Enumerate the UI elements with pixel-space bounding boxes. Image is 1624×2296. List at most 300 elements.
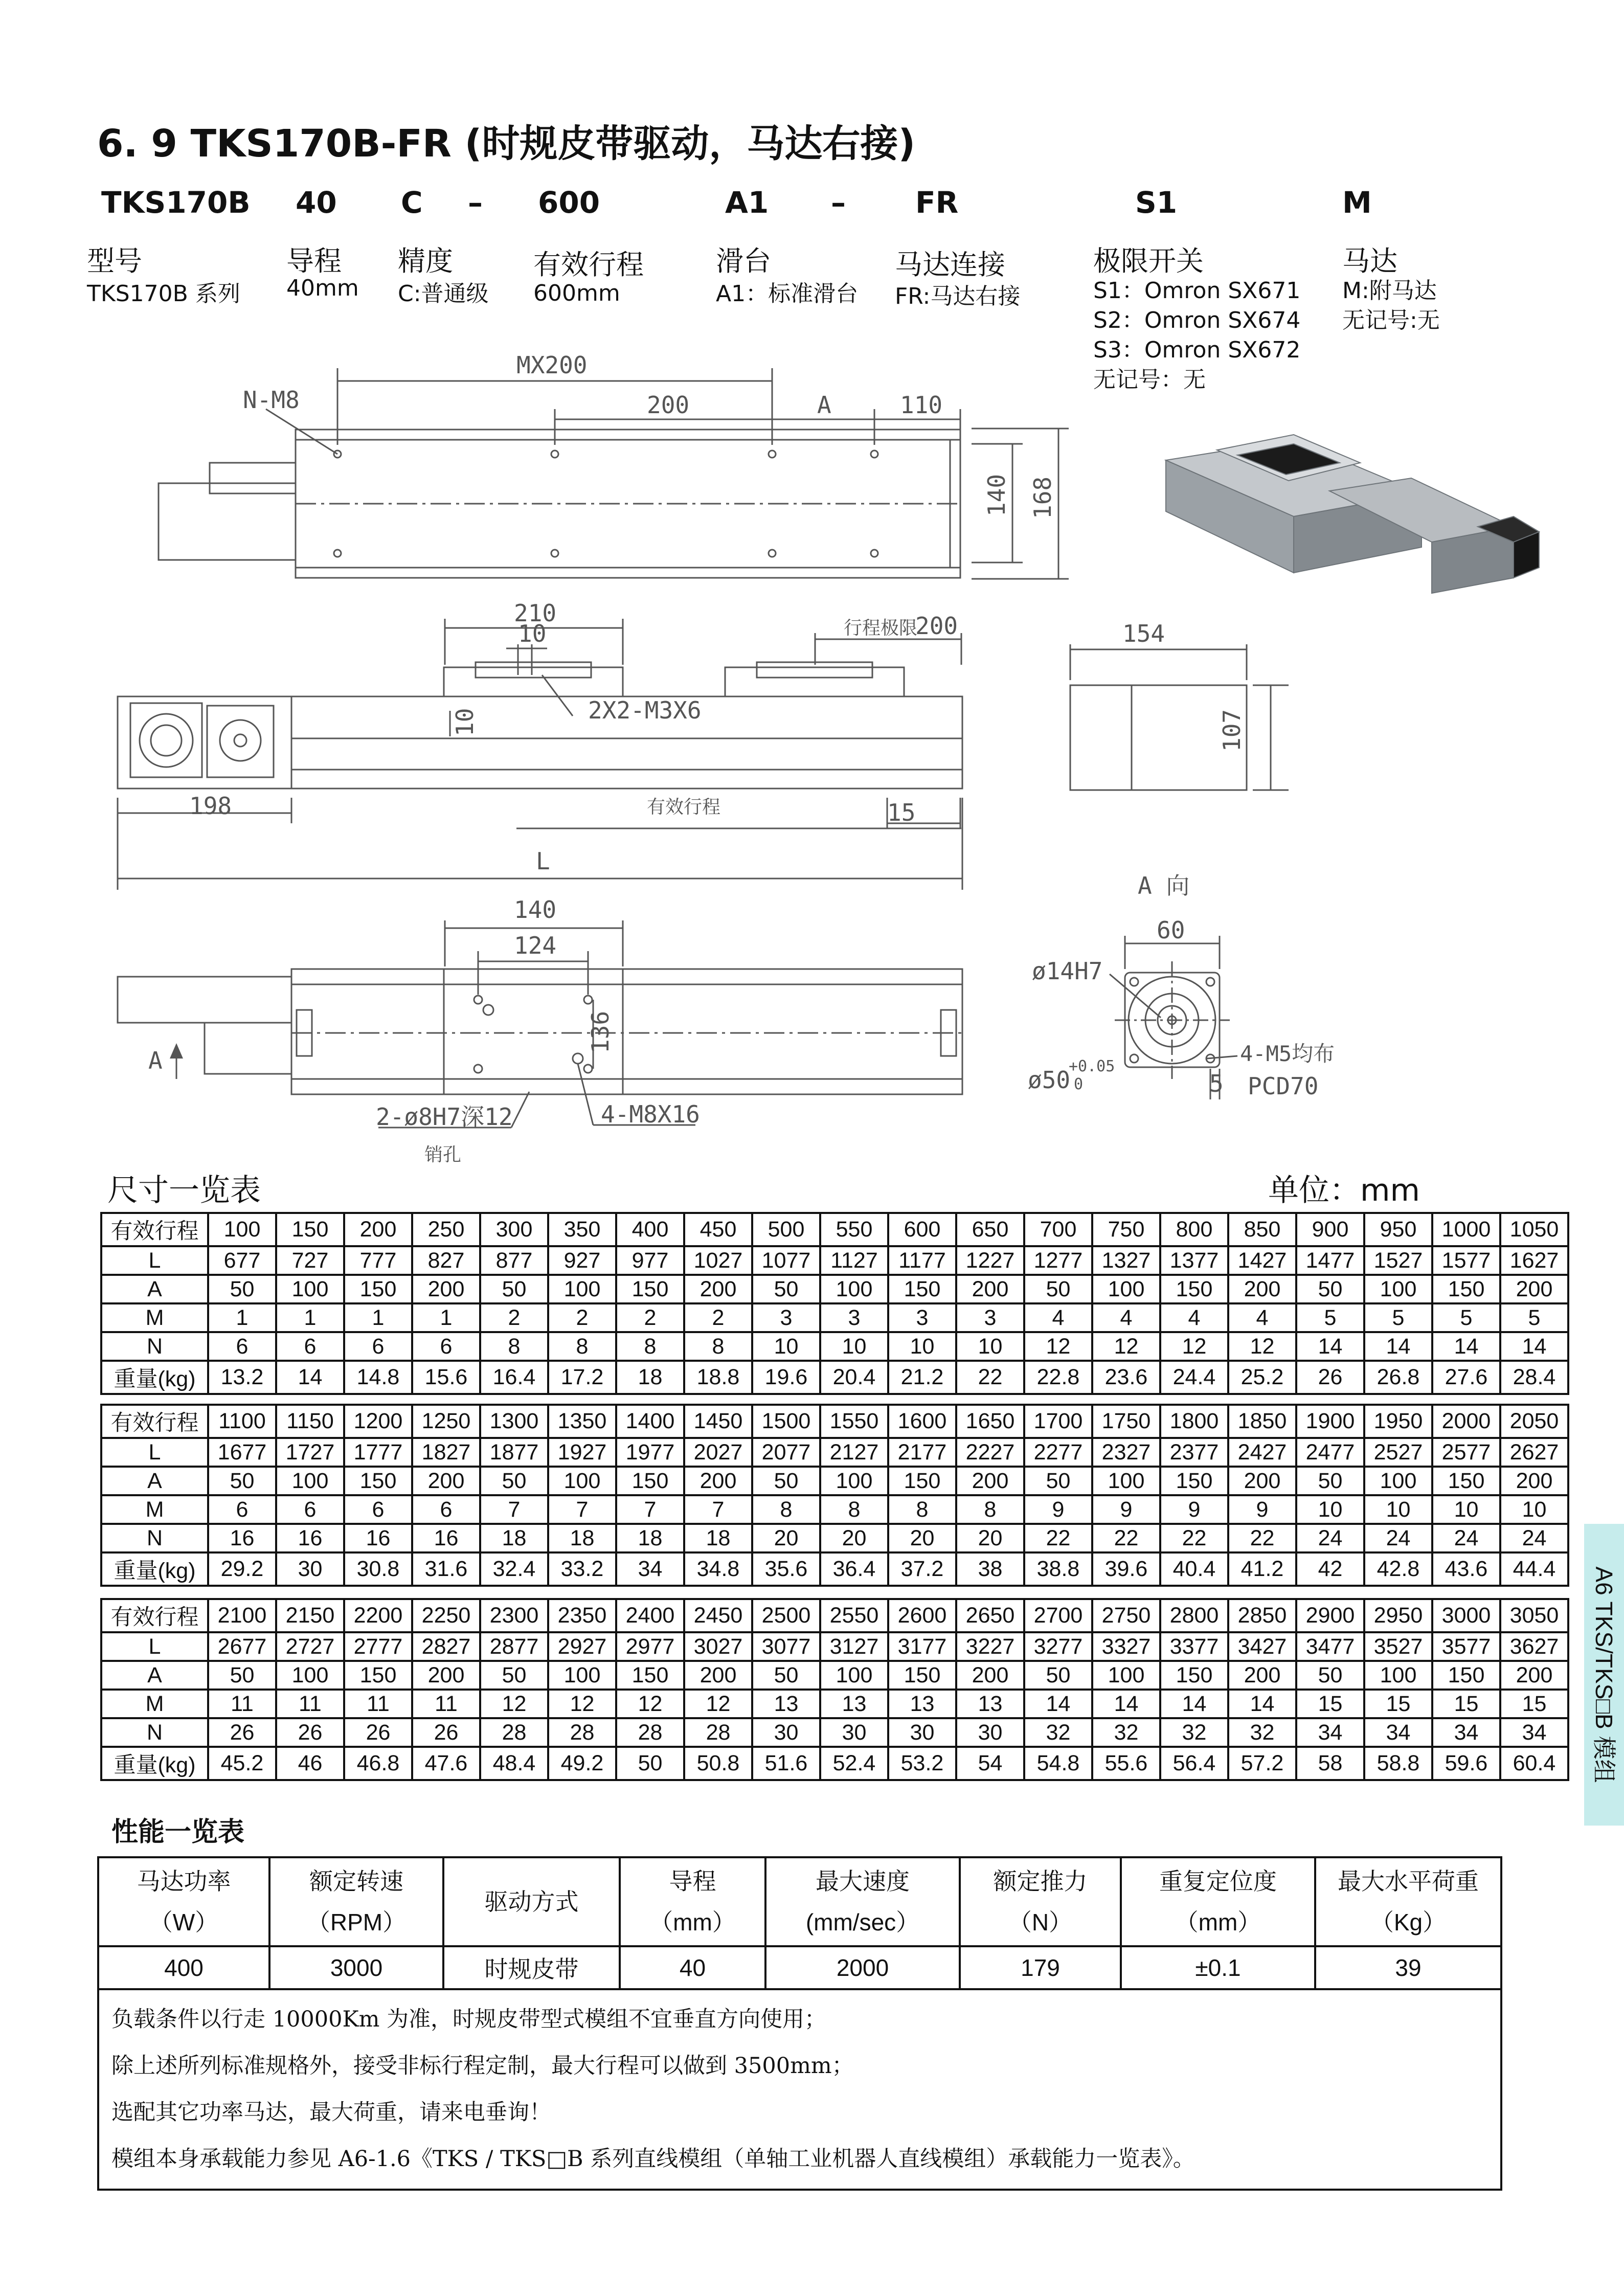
dim-cell: 35.6 — [752, 1552, 820, 1586]
dim-cell: 150 — [1160, 1275, 1228, 1303]
dim-cell: 14 — [1500, 1332, 1568, 1361]
dim-cell: 150 — [616, 1661, 684, 1690]
perf-header-cell — [620, 1857, 765, 1946]
dim-cell: 9 — [1024, 1495, 1092, 1524]
dim-cell: 14 — [1432, 1332, 1500, 1361]
dim-cell: 2900 — [1296, 1599, 1364, 1632]
view-a-arrow — [170, 1043, 183, 1059]
dim-cell: 1050 — [1500, 1213, 1568, 1246]
perf-header-line2: （W） — [149, 1909, 219, 1935]
dim-row-header: M — [101, 1690, 208, 1718]
dim-cell: 22 — [1160, 1524, 1228, 1552]
dim-cell: 2877 — [480, 1632, 548, 1661]
perf-header-line1: 最大速度 — [816, 1868, 910, 1895]
dim-cell: 1027 — [684, 1246, 752, 1275]
side-view — [1070, 644, 1289, 790]
dim-cell: 200 — [684, 1275, 752, 1303]
dim-cell: 2800 — [1160, 1599, 1228, 1632]
dim-cell: 48.4 — [480, 1747, 548, 1780]
label-210: 210 — [514, 599, 557, 627]
dim-cell: 1377 — [1160, 1246, 1228, 1275]
dim-cell: 50 — [480, 1275, 548, 1303]
dim-cell: 150 — [276, 1213, 344, 1246]
dim-cell: 2077 — [752, 1438, 820, 1467]
dim-row — [101, 1495, 1568, 1524]
dim-cell: 200 — [412, 1275, 480, 1303]
dim-cell: 50 — [1024, 1275, 1092, 1303]
dim-cell: 32 — [1228, 1718, 1296, 1747]
label-a: A — [817, 391, 831, 419]
dim-cell: 4 — [1092, 1303, 1160, 1332]
dim-cell: 42 — [1296, 1552, 1364, 1586]
dim-cell: 4 — [1024, 1303, 1092, 1332]
label-10: 10 — [518, 620, 547, 647]
dim-cell: 31.6 — [412, 1552, 480, 1586]
legend-stroke-desc: 600mm — [533, 280, 620, 306]
dim-row — [101, 1552, 1568, 1586]
dim-cell: 1600 — [888, 1405, 956, 1438]
dim-cell: 3627 — [1500, 1632, 1568, 1661]
dim-cell: 20 — [956, 1524, 1024, 1552]
dim-cell: 32 — [1160, 1718, 1228, 1747]
dim-cell: 2150 — [276, 1599, 344, 1632]
dim-cell: 10 — [956, 1332, 1024, 1361]
dim-cell: 28 — [548, 1718, 616, 1747]
legend-series-label: 型号 — [87, 245, 142, 277]
dim-cell: 50 — [752, 1661, 820, 1690]
dim-cell: 50 — [1296, 1275, 1364, 1303]
dim-cell: 150 — [344, 1661, 412, 1690]
dim-cell: 38.8 — [1024, 1552, 1092, 1586]
code-series: TKS170B — [101, 185, 251, 220]
perf-header-line2: （N） — [1008, 1909, 1073, 1935]
dim-row-header: A — [101, 1467, 208, 1495]
dim-cell: 2050 — [1500, 1405, 1568, 1438]
dim-cell: 36.4 — [820, 1552, 888, 1586]
dim-cell: 100 — [1364, 1661, 1432, 1690]
dim-cell: 4 — [1228, 1303, 1296, 1332]
dim-row — [101, 1661, 1568, 1690]
dim-cell: 26 — [412, 1718, 480, 1747]
legend-lead-label: 导程 — [286, 245, 342, 277]
dim-row-header: 重量(kg) — [101, 1361, 208, 1394]
dim-cell: 3127 — [820, 1632, 888, 1661]
dim-cell: 14 — [1160, 1690, 1228, 1718]
dim-cell: 46 — [276, 1747, 344, 1780]
dim-cell: 17.2 — [548, 1361, 616, 1394]
dim-cell: 12 — [1228, 1332, 1296, 1361]
dim-cell: 50 — [1296, 1467, 1364, 1495]
dim-row-header: 重量(kg) — [101, 1747, 208, 1780]
dim-cell: 5 — [1500, 1303, 1568, 1332]
dim-cell: 24 — [1432, 1524, 1500, 1552]
dim-cell: 1400 — [616, 1405, 684, 1438]
dim-cell: 250 — [412, 1213, 480, 1246]
dim-cell: 6 — [412, 1495, 480, 1524]
perf-header-line1: 额定推力 — [993, 1868, 1088, 1895]
dim-cell: 100 — [820, 1275, 888, 1303]
label-tol-dn: 0 — [1074, 1075, 1084, 1093]
dim-cell: 54.8 — [1024, 1747, 1092, 1780]
dim-cell: 1250 — [412, 1405, 480, 1438]
perf-header-line1: 额定转速 — [309, 1868, 403, 1895]
dim-row-header: 有效行程 — [101, 1213, 208, 1246]
dim-cell: 51.6 — [752, 1747, 820, 1780]
dim-cell: 3 — [956, 1303, 1024, 1332]
dim-cell: 200 — [1500, 1467, 1568, 1495]
dim-cell: 37.2 — [888, 1552, 956, 1586]
dim-cell: 14 — [1092, 1690, 1160, 1718]
dim-cell: 2350 — [548, 1599, 616, 1632]
dim-cell: 1 — [276, 1303, 344, 1332]
dim-cell: 18 — [684, 1524, 752, 1552]
dim-cell: 11 — [344, 1690, 412, 1718]
dim-cell: 22 — [1092, 1524, 1160, 1552]
legend-limit-s3: S3：Omron SX672 — [1093, 337, 1301, 363]
dim-cell: 2300 — [480, 1599, 548, 1632]
dim-cell: 750 — [1092, 1213, 1160, 1246]
perf-value-cell: 40 — [620, 1946, 765, 1989]
dim-row-header: L — [101, 1246, 208, 1275]
dim-cell: 30 — [820, 1718, 888, 1747]
dim-cell: 2477 — [1296, 1438, 1364, 1467]
legend-precision-desc: C:普通级 — [398, 281, 489, 307]
dim-cell: 16 — [412, 1524, 480, 1552]
dim-row — [101, 1332, 1568, 1361]
dim-cell: 58 — [1296, 1747, 1364, 1780]
perf-header-cell — [765, 1857, 960, 1946]
dim-cell: 27.6 — [1432, 1361, 1500, 1394]
perf-title: 性能一览表 — [111, 1817, 245, 1848]
perf-header-cell — [960, 1857, 1121, 1946]
dim-cell: 11 — [208, 1690, 276, 1718]
dim-table-1 — [100, 1212, 1569, 1395]
product-3d-image — [1166, 435, 1539, 593]
dim-cell: 22 — [1024, 1524, 1092, 1552]
dim-cell: 1927 — [548, 1438, 616, 1467]
perf-header-line1: 最大水平荷重 — [1338, 1868, 1479, 1895]
dim-row-header: M — [101, 1303, 208, 1332]
dim-cell: 60.4 — [1500, 1747, 1568, 1780]
code-dash-1: – — [468, 185, 483, 220]
dim-cell: 1800 — [1160, 1405, 1228, 1438]
dim-cell: 100 — [1092, 1275, 1160, 1303]
perf-value-cell: 3000 — [269, 1946, 443, 1989]
dim-cell: 10 — [1296, 1495, 1364, 1524]
dim-cell: 2777 — [344, 1632, 412, 1661]
dim-cell: 24.4 — [1160, 1361, 1228, 1394]
dim-cell: 2677 — [208, 1632, 276, 1661]
dim-cell: 19.6 — [752, 1361, 820, 1394]
label-n-m8: N-M8 — [243, 386, 300, 414]
dim-row — [101, 1690, 1568, 1718]
dim-cell: 1550 — [820, 1405, 888, 1438]
dim-cell: 18 — [616, 1361, 684, 1394]
dim-cell: 1727 — [276, 1438, 344, 1467]
dim-cell: 350 — [548, 1213, 616, 1246]
label-stroke-limit: 行程极限 — [844, 618, 918, 639]
perf-table — [97, 1856, 1502, 2191]
dim-cell: 2427 — [1228, 1438, 1296, 1467]
dim-cell: 50 — [1024, 1467, 1092, 1495]
dim-cell: 900 — [1296, 1213, 1364, 1246]
dim-row — [101, 1718, 1568, 1747]
dim-row-header: 有效行程 — [101, 1405, 208, 1438]
dim-cell: 1877 — [480, 1438, 548, 1467]
dim-cell: 1300 — [480, 1405, 548, 1438]
dim-cell: 30 — [276, 1552, 344, 1586]
dim-cell: 1177 — [888, 1246, 956, 1275]
dim-cell: 2600 — [888, 1599, 956, 1632]
dim-cell: 2 — [480, 1303, 548, 1332]
dim-cell: 24 — [1500, 1524, 1568, 1552]
dim-cell: 1900 — [1296, 1405, 1364, 1438]
label-200b: 200 — [915, 612, 958, 640]
dim-cell: 2027 — [684, 1438, 752, 1467]
dim-cell: 1700 — [1024, 1405, 1092, 1438]
code-stroke: 600 — [538, 185, 600, 220]
dim-cell: 727 — [276, 1246, 344, 1275]
dim-row — [101, 1246, 1568, 1275]
dim-cell: 10 — [1364, 1495, 1432, 1524]
dim-row — [101, 1747, 1568, 1780]
dim-cell: 1850 — [1228, 1405, 1296, 1438]
dim-row — [101, 1275, 1568, 1303]
dim-cell: 200 — [1500, 1275, 1568, 1303]
dim-cell: 20.4 — [820, 1361, 888, 1394]
dim-cell: 58.8 — [1364, 1747, 1432, 1780]
label-tol-up: +0.05 — [1069, 1057, 1115, 1075]
dim-cell: 32 — [1024, 1718, 1092, 1747]
dim-cell: 100 — [276, 1661, 344, 1690]
label-pin: 2-ø8H7深12 — [376, 1103, 513, 1131]
dim-cell: 1750 — [1092, 1405, 1160, 1438]
dim-row — [101, 1405, 1568, 1438]
perf-header-line1: 重复定位度 — [1159, 1868, 1277, 1895]
dim-cell: 300 — [480, 1213, 548, 1246]
dim-cell: 12 — [616, 1690, 684, 1718]
perf-header-cell — [269, 1857, 443, 1946]
dim-cell: 12 — [1160, 1332, 1228, 1361]
perf-header-cell — [1315, 1857, 1501, 1946]
legend-limit-label: 极限开关 — [1093, 245, 1204, 277]
dim-cell: 150 — [616, 1275, 684, 1303]
dim-cell: 3000 — [1432, 1599, 1500, 1632]
legend-limit-s1: S1：Omron SX671 — [1093, 278, 1301, 304]
dim-cell: 100 — [1364, 1275, 1432, 1303]
dim-cell: 1427 — [1228, 1246, 1296, 1275]
dim-cell: 200 — [684, 1467, 752, 1495]
label-m5: 4-M5均布 — [1240, 1041, 1335, 1066]
label-l: L — [536, 847, 550, 875]
dim-cell: 14 — [276, 1361, 344, 1394]
dim-cell: 45.2 — [208, 1747, 276, 1780]
dim-cell: 56.4 — [1160, 1747, 1228, 1780]
label-d14: ø14H7 — [1032, 957, 1103, 985]
dim-cell: 1 — [208, 1303, 276, 1332]
dim-cell: 10 — [1432, 1495, 1500, 1524]
legend-precision-label: 精度 — [398, 245, 453, 277]
dim-cell: 2 — [616, 1303, 684, 1332]
dim-cell: 200 — [412, 1661, 480, 1690]
dim-cell: 54 — [956, 1747, 1024, 1780]
dim-cell: 1450 — [684, 1405, 752, 1438]
dim-cell: 34 — [1296, 1718, 1364, 1747]
perf-value-cell: 39 — [1315, 1946, 1501, 1989]
dim-table-2 — [100, 1404, 1569, 1587]
dim-cell: 46.8 — [344, 1747, 412, 1780]
label-124: 124 — [514, 932, 557, 959]
dim-cell: 12 — [1024, 1332, 1092, 1361]
label-mx200: MX200 — [516, 351, 588, 379]
dim-cell: 10 — [820, 1332, 888, 1361]
legend-stroke-label: 有效行程 — [533, 249, 644, 281]
label-a-view: A 向 — [1138, 872, 1190, 899]
dim-cell: 18 — [616, 1524, 684, 1552]
label-198: 198 — [189, 792, 232, 820]
dim-cell: 42.8 — [1364, 1552, 1432, 1586]
dim-cell: 9 — [1228, 1495, 1296, 1524]
dim-cell: 2500 — [752, 1599, 820, 1632]
dim-table-3 — [100, 1598, 1569, 1781]
dim-cell: 1627 — [1500, 1246, 1568, 1275]
dim-cell: 6 — [344, 1495, 412, 1524]
label-110: 110 — [900, 391, 943, 419]
dim-cell: 1000 — [1432, 1213, 1500, 1246]
dim-cell: 1777 — [344, 1438, 412, 1467]
label-5: 5 — [1209, 1070, 1224, 1097]
dim-cell: 44.4 — [1500, 1552, 1568, 1586]
dim-cell: 23.6 — [1092, 1361, 1160, 1394]
dim-cell: 1200 — [344, 1405, 412, 1438]
dim-cell: 3327 — [1092, 1632, 1160, 1661]
dim-cell: 3 — [820, 1303, 888, 1332]
dim-cell: 34.8 — [684, 1552, 752, 1586]
dim-cell: 15.6 — [412, 1361, 480, 1394]
dim-cell: 1977 — [616, 1438, 684, 1467]
dim-cell: 150 — [1160, 1661, 1228, 1690]
dim-cell: 3027 — [684, 1632, 752, 1661]
dim-cell: 2277 — [1024, 1438, 1092, 1467]
dim-row-header: N — [101, 1332, 208, 1361]
perf-note-line: 负载条件以行走 10000Km 为准，时规皮带型式模组不宜垂直方向使用； — [111, 2007, 827, 2032]
perf-header-cell — [443, 1857, 620, 1946]
dim-cell: 25.2 — [1228, 1361, 1296, 1394]
dim-cell: 43.6 — [1432, 1552, 1500, 1586]
dim-cell: 8 — [480, 1332, 548, 1361]
dim-cell: 1577 — [1432, 1246, 1500, 1275]
dim-cell: 2550 — [820, 1599, 888, 1632]
dim-cell: 18 — [548, 1524, 616, 1552]
dim-cell: 1277 — [1024, 1246, 1092, 1275]
dim-cell: 40.4 — [1160, 1552, 1228, 1586]
dim-cell: 650 — [956, 1213, 1024, 1246]
dim-cell: 8 — [616, 1332, 684, 1361]
dim-cell: 150 — [888, 1275, 956, 1303]
dim-cell: 2100 — [208, 1599, 276, 1632]
dim-cell: 50 — [1024, 1661, 1092, 1690]
dim-cell: 1100 — [208, 1405, 276, 1438]
perf-note-line: 模组本身承载能力参见 A6-1.6《TKS / TKS□B 系列直线模组（单轴工业机器人直线模组）承载能力一览表》。 — [111, 2146, 1195, 2172]
dim-cell: 49.2 — [548, 1747, 616, 1780]
dim-cell: 2327 — [1092, 1438, 1160, 1467]
dim-cell: 10 — [1500, 1495, 1568, 1524]
perf-value-cell: 400 — [98, 1946, 269, 1989]
dim-cell: 100 — [276, 1467, 344, 1495]
dim-cell: 200 — [1228, 1275, 1296, 1303]
dim-cell: 3 — [752, 1303, 820, 1332]
dim-cell: 28 — [684, 1718, 752, 1747]
dim-cell: 39.6 — [1092, 1552, 1160, 1586]
dim-cell: 50 — [752, 1275, 820, 1303]
dim-cell: 22 — [1228, 1524, 1296, 1552]
dim-cell: 450 — [684, 1213, 752, 1246]
dim-row — [101, 1599, 1568, 1632]
dim-cell: 10 — [752, 1332, 820, 1361]
dim-cell: 9 — [1092, 1495, 1160, 1524]
dim-cell: 3050 — [1500, 1599, 1568, 1632]
dim-cell: 150 — [888, 1661, 956, 1690]
dim-cell: 200 — [684, 1661, 752, 1690]
dim-cell: 50 — [480, 1661, 548, 1690]
perf-value-cell: 时规皮带 — [443, 1946, 620, 1989]
dim-cell: 2400 — [616, 1599, 684, 1632]
dim-row-header: L — [101, 1438, 208, 1467]
dim-cell: 100 — [1364, 1467, 1432, 1495]
dim-cell: 2650 — [956, 1599, 1024, 1632]
dim-cell: 1150 — [276, 1405, 344, 1438]
dim-cell: 12 — [548, 1690, 616, 1718]
legend-limit-s2: S2：Omron SX674 — [1093, 307, 1301, 333]
dim-cell: 100 — [548, 1467, 616, 1495]
dim-cell: 850 — [1228, 1213, 1296, 1246]
dim-cell: 26 — [208, 1718, 276, 1747]
dim-table-title: 尺寸一览表 — [107, 1173, 261, 1208]
dim-row — [101, 1213, 1568, 1246]
legend-motor-conn-label: 马达连接 — [895, 249, 1005, 281]
dim-cell: 927 — [548, 1246, 616, 1275]
dim-cell: 550 — [820, 1213, 888, 1246]
perf-value-cell: ±0.1 — [1121, 1946, 1315, 1989]
dim-cell: 100 — [820, 1467, 888, 1495]
side-tab-label: A6 TKS/TKS□B 模组 — [1591, 1566, 1617, 1783]
code-motor-conn: FR — [915, 185, 959, 220]
dim-cell: 13.2 — [208, 1361, 276, 1394]
legend-motor-none: 无记号:无 — [1342, 307, 1440, 333]
dim-cell: 2750 — [1092, 1599, 1160, 1632]
perf-header-line2: （mm） — [1175, 1909, 1261, 1935]
legend-lead-desc: 40mm — [286, 275, 359, 301]
dim-cell: 3277 — [1024, 1632, 1092, 1661]
dim-row — [101, 1524, 1568, 1552]
dim-cell: 1527 — [1364, 1246, 1432, 1275]
dim-cell: 26.8 — [1364, 1361, 1432, 1394]
label-view-a: A — [148, 1047, 163, 1074]
perf-note-line: 选配其它功率马达，最大荷重，请来电垂询！ — [111, 2100, 551, 2125]
label-pcd70: PCD70 — [1248, 1072, 1319, 1100]
dim-cell: 10 — [888, 1332, 956, 1361]
legend-motor-m: M:附马达 — [1342, 278, 1437, 304]
dim-cell: 59.6 — [1432, 1747, 1500, 1780]
dim-row-header: A — [101, 1275, 208, 1303]
dim-cell: 50 — [208, 1467, 276, 1495]
perf-header-line1: 驱动方式 — [484, 1888, 579, 1915]
dim-cell: 2 — [684, 1303, 752, 1332]
dim-cell: 950 — [1364, 1213, 1432, 1246]
dim-cell: 20 — [820, 1524, 888, 1552]
perf-value-cell: 179 — [960, 1946, 1121, 1989]
dim-cell: 50.8 — [684, 1747, 752, 1780]
